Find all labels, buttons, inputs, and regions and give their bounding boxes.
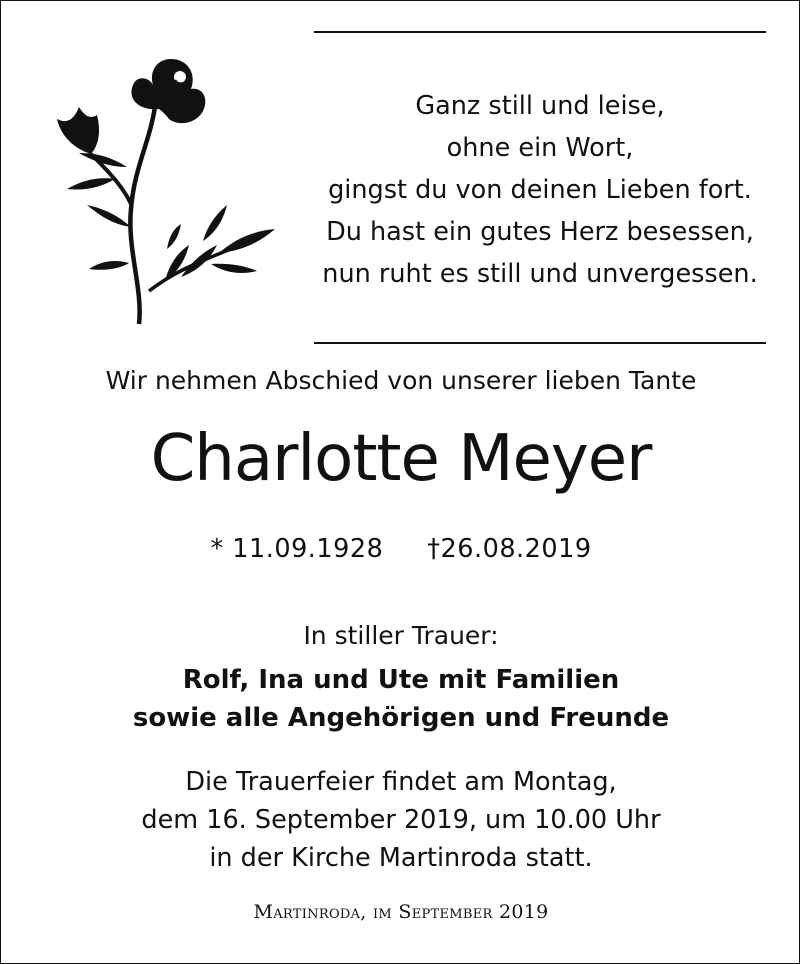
poem-line: gingst du von deinen Lieben fort.: [328, 175, 752, 205]
bottom-divider: [314, 342, 766, 344]
poem-line: nun ruht es still und unvergessen.: [322, 259, 758, 289]
poem-line: Ganz still und leise,: [415, 91, 665, 121]
poem-line: ohne ein Wort,: [446, 133, 634, 163]
poem: [314, 85, 766, 295]
poem-line: Du hast ein gutes Herz besessen,: [326, 217, 754, 247]
rose-flower-icon: [31, 49, 291, 334]
top-divider: [314, 31, 766, 33]
farewell-intro: Wir nehmen Abschied von unserer lieben Tante: [105, 366, 697, 395]
mourners: [1, 661, 800, 737]
funeral-line: Die Trauerfeier findet am Montag,: [185, 767, 617, 797]
funeral-line: in der Kirche Martinroda statt.: [209, 843, 593, 873]
birth-date: * 11.09.1928: [210, 534, 384, 564]
place-and-date: Martinroda, im September 2019: [253, 901, 549, 923]
funeral-line: dem 16. September 2019, um 10.00 Uhr: [141, 805, 661, 835]
deceased-name: Charlotte Meyer: [150, 422, 652, 496]
death-date: †26.08.2019: [427, 534, 592, 564]
mourning-label: In stiller Trauer:: [303, 621, 499, 650]
funeral-info: [1, 763, 800, 877]
life-dates: [1, 534, 800, 564]
mourners-line: Rolf, Ina und Ute mit Familien: [182, 665, 620, 695]
mourners-line: sowie alle Angehörigen und Freunde: [132, 703, 670, 733]
